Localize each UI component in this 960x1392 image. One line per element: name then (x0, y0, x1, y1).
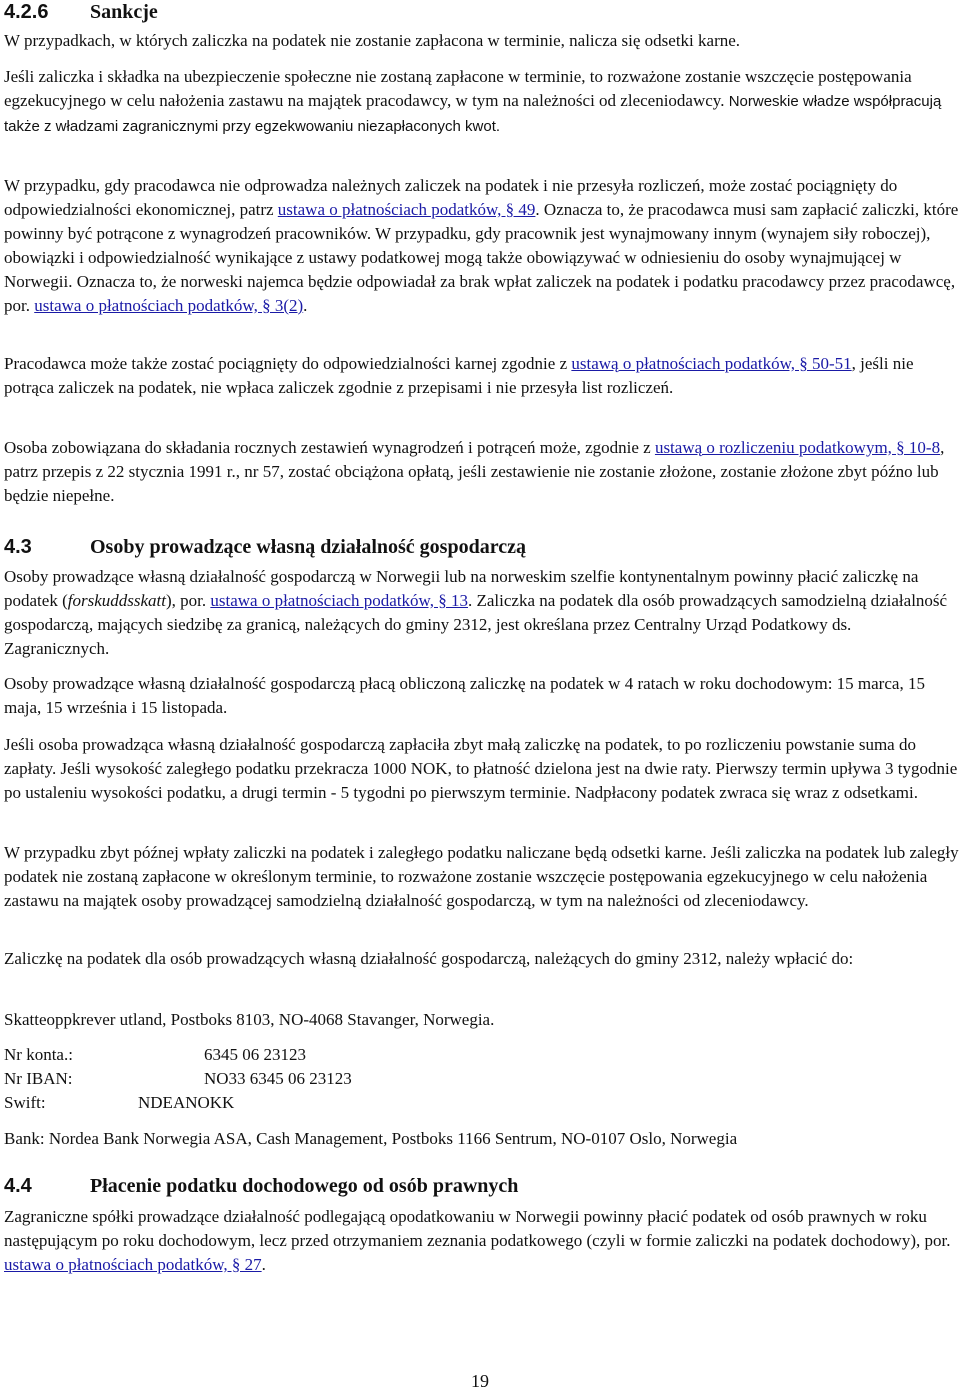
section-heading-4-3 (4, 535, 526, 559)
account-number-value: 6345 06 23123 (204, 1045, 306, 1064)
paragraph: Pracodawca może także zostać pociągnięty do odpowiedzialności karnej zgodnie z ustawą o płatnościach podatków, § 50-51, jeśli nie potrąca zaliczek na podatek, nie wpłaca zaliczek zgodnie z przepisami i nie przesyła list rozliczeń. (4, 354, 914, 397)
paragraph: Osoba zobowiązana do składania rocznych zestawień wynagrodzeń i potrąceń może, zgodnie z ustawą o rozliczeniu podatkowym, § 10-8, patrz przepis z 22 stycznia 1991 r., nr 57, zostać obciążona opłatą, jeśli zestawienie nie zostanie złożone, zostanie złożone zbyt późno lub będzie niepełne. (4, 438, 945, 505)
section-number: 4.2.6 (4, 1, 49, 23)
section-number: 4.4 (4, 1175, 32, 1197)
iban-value: NO33 6345 06 23123 (204, 1069, 352, 1088)
paragraph: W przypadkach, w których zaliczka na podatek nie zostanie zapłacona w terminie, nalicza się odsetki karne. (4, 31, 741, 50)
section-number: 4.3 (4, 536, 32, 558)
law-link-tax-assessment-act-10-8[interactable]: ustawą o rozliczeniu podatkowym, § 10-8 (654, 438, 941, 457)
page-number: 19 (471, 1371, 489, 1391)
law-link-tax-payment-act-13[interactable]: ustawa o płatnościach podatków, § 13 (210, 591, 468, 610)
section-heading-4-2-6 (4, 0, 158, 24)
paragraph: Jeśli zaliczka i składka na ubezpieczenie społeczne nie zostaną zapłacone w terminie, to rozważone zostanie wszczęcie postępowania egzekucyjnego w celu nałożenia zastawu na majątek pracodawcy, w tym na należności od zleceniodawcy. Norweskie władze współpracują także z władzami zagranicznymi przy egzekwowaniu niezapłaconych kwot. (4, 67, 942, 135)
paragraph: W przypadku zbyt późnej wpłaty zaliczki na podatek i zaległego podatku naliczane będą odsetki karne. Jeśli zaliczka na podatek lub zaległy podatek nie zostaną zapłacone w określonym terminie, to rozważone zostanie wszczęcie postępowania egzekucyjnego w celu nałożenia zastawu na majątek osoby prowadzącej samodzielną działalność gospodarczą, w tym na należności od zleceniodawcy. (4, 843, 959, 910)
section-title: Sankcje (90, 1, 158, 23)
iban-label: Nr IBAN: (4, 1069, 73, 1088)
paragraph: W przypadku, gdy pracodawca nie odprowadza należnych zaliczek na podatek i nie przesyła rozliczeń, może zostać pociągnięty do odpowiedzialności ekonomicznej, patrz ustawa o płatnościach podatków, § 49. Oznacza to, że pracodawca musi sam zapłacić zaliczki, które powinny być potrącone z wynagrodzeń pracowników. W przypadku, gdy pracownik jest wynajmowany innym (wynajem siły roboczej), obowiązki i odpowiedzialność wynikające z ustawy podatkowej mogą także obowiązywać w odniesieniu do osoby wynajmującej w Norwegii. Oznacza to, że norweski najemca będzie odpowiadał za brak wpłat zaliczek na podatek i podatku pracodawcy przez pracodawcę, por. ustawa o płatnościach podatków, § 3(2). (4, 176, 959, 315)
law-link-tax-payment-act-49[interactable]: ustawa o płatnościach podatków, § 49 (277, 200, 536, 219)
paragraph: Zaliczkę na podatek dla osób prowadzących własną działalność gospodarczą, należących do gminy 2312, należy wpłacić do: (4, 949, 854, 968)
paragraph: Osoby prowadzące własną działalność gospodarczą płacą obliczoną zaliczkę na podatek w 4 ratach w roku dochodowym: 15 marca, 15 maja, 15 września i 15 listopada. (4, 674, 925, 717)
section-title: Osoby prowadzące własną działalność gospodarczą (90, 536, 526, 558)
swift-label: Swift: (4, 1093, 46, 1112)
account-number-label: Nr konta.: (4, 1045, 73, 1064)
swift-row (4, 1091, 234, 1115)
law-link-tax-payment-act-27[interactable]: ustawa o płatnościach podatków, § 27 (4, 1255, 262, 1274)
account-number-row (4, 1043, 306, 1067)
swift-value: NDEANOKK (138, 1093, 235, 1112)
paragraph: Osoby prowadzące własną działalność gospodarczą w Norwegii lub na norweskim szelfie kontynentalnym powinny płacić zaliczkę na podatek (forskuddsskatt), por. ustawa o płatnościach podatków, § 13. Zaliczka na podatek dla osób prowadzących samodzielną działalność gospodarczą, mających siedzibę za granicą, należących do gminy 2312, jest określana przez Centralny Urząd Podatkowy ds. Zagranicznych. (4, 567, 948, 658)
bank-address: Bank: Nordea Bank Norwegia ASA, Cash Management, Postboks 1166 Sentrum, NO-0107 Oslo, Norwegia (4, 1129, 738, 1148)
law-link-tax-payment-act-3-2[interactable]: ustawa o płatnościach podatków, § 3(2) (34, 296, 304, 315)
paragraph: Zagraniczne spółki prowadzące działalność podlegającą opodatkowaniu w Norwegii powinny płacić podatek od osób prawnych w roku następującym po roku dochodowym, lecz przed otrzymaniem zeznania podatkowego (czyli w formie zaliczki na podatek dochodowy), por. ustawa o płatnościach podatków, § 27. (4, 1207, 951, 1274)
section-title: Płacenie podatku dochodowego od osób prawnych (90, 1175, 519, 1197)
paragraph: Skatteoppkrever utland, Postboks 8103, NO-4068 Stavanger, Norwegia. (4, 1010, 495, 1029)
law-link-tax-payment-act-50-51[interactable]: ustawą o płatnościach podatków, § 50-51 (571, 354, 852, 373)
iban-row (4, 1067, 352, 1091)
section-heading-4-4 (4, 1174, 518, 1198)
paragraph: Jeśli osoba prowadząca własną działalność gospodarczą zapłaciła zbyt małą zaliczkę na podatek, to po rozliczeniu powstanie suma do zapłaty. Jeśli wysokość zaległego podatku przekracza 1000 NOK, to płatność dzielona jest na dwie raty. Pierwszy termin upływa 3 tygodnie po ustaleniu wysokości podatku, a drugi termin - 5 tygodni po pierwszym terminie. Nadpłacony podatek zwraca się wraz z odsetkami. (4, 735, 958, 802)
